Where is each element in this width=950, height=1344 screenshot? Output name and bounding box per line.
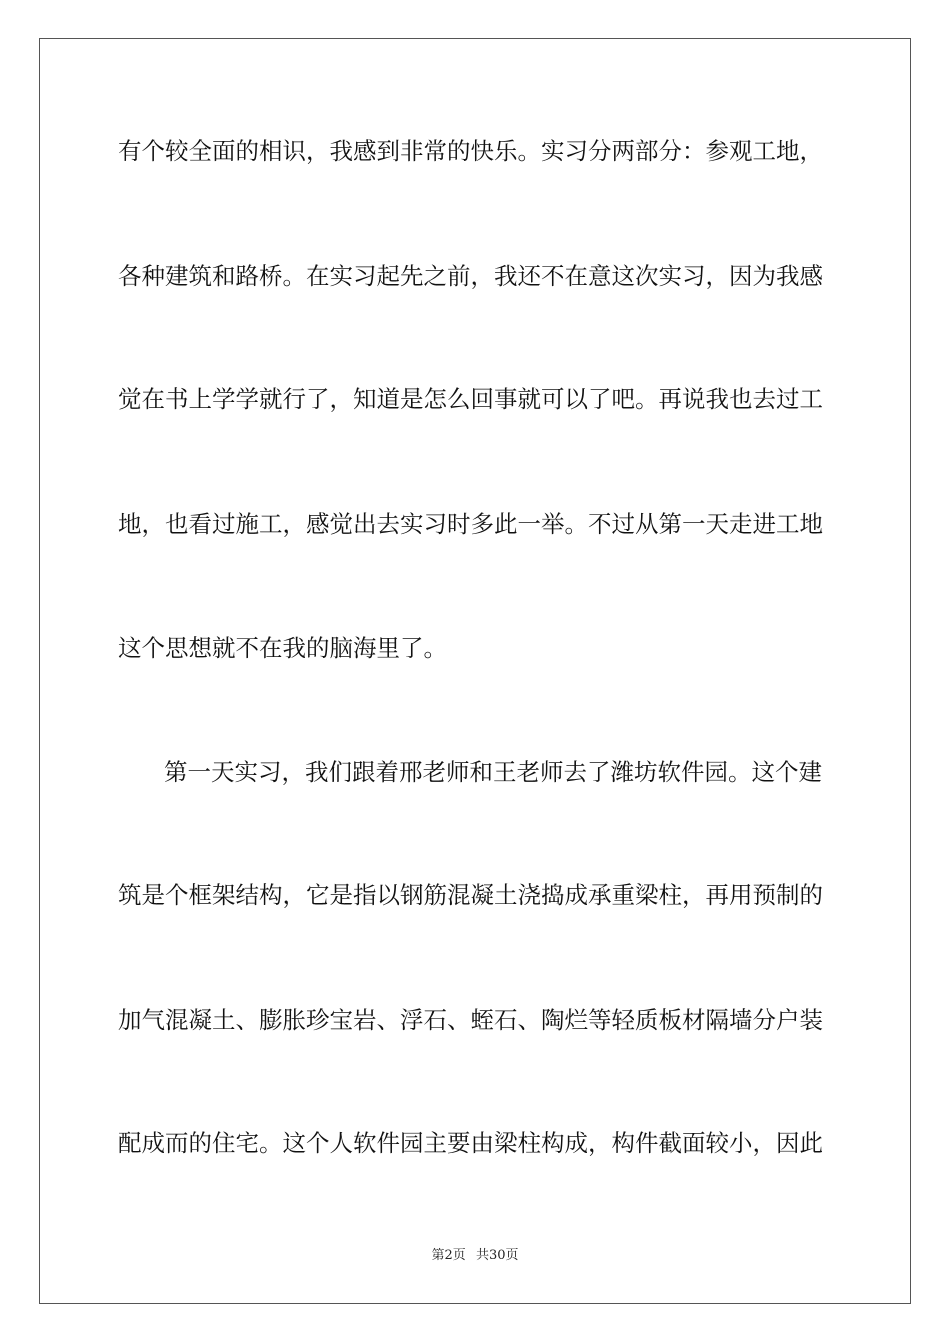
page-number: 第2页 [431, 1248, 466, 1263]
paragraph-1-line-3: 觉在书上学学就行了，知道是怎么回事就可以了吧。再说我也去过工 [118, 385, 823, 413]
paragraph-1-line-1: 有个较全面的相识，我感到非常的快乐。实习分两部分：参观工地， [118, 137, 823, 165]
paragraph-2-line-1: 第一天实习，我们跟着邢老师和王老师去了潍坊软件园。这个建 [164, 758, 822, 786]
paragraph-1-line-5: 这个思想就不在我的脑海里了。 [118, 634, 447, 662]
paragraph-2-line-4: 配成而的住宅。这个人软件园主要由梁柱构成，构件截面较小，因此 [118, 1129, 823, 1157]
paragraph-1-line-2: 各种建筑和路桥。在实习起先之前，我还不在意这次实习，因为我感 [118, 262, 823, 290]
page-border [39, 38, 911, 1304]
paragraph-1-line-4: 地，也看过施工，感觉出去实习时多此一举。不过从第一天走进工地 [118, 510, 823, 538]
page-footer [0, 1247, 950, 1265]
paragraph-2-line-3: 加气混凝土、膨胀珍宝岩、浮石、蛭石、陶烂等轻质板材隔墙分户装 [118, 1006, 823, 1034]
paragraph-2-line-2: 筑是个框架结构，它是指以钢筋混凝土浇捣成承重梁柱，再用预制的 [118, 881, 823, 909]
page-total: 共30页 [475, 1248, 519, 1263]
